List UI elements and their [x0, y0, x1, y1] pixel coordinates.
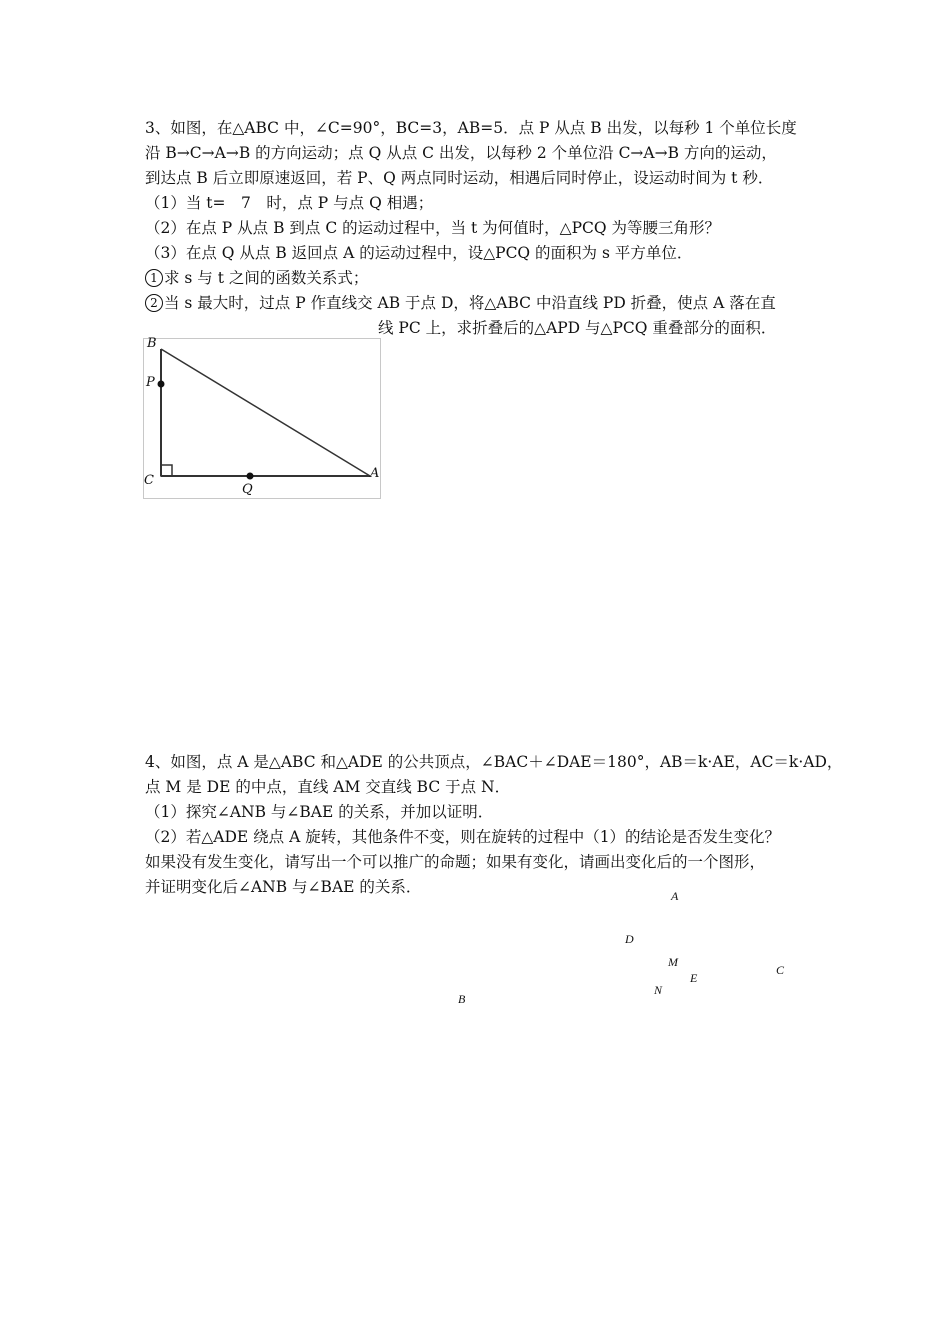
- p4-line-1: 4、如图，点 A 是△ABC 和△ADE 的公共顶点，∠BAC＋∠DAE＝180°，AB＝k·AE，AC＝k·AD，: [145, 753, 843, 771]
- label-c: C: [144, 473, 154, 488]
- label-p: P: [146, 375, 155, 390]
- p4-question-2-line-3: 并证明变化后∠ANB 与∠BAE 的关系．: [145, 878, 422, 896]
- circled-number-1: 1: [145, 269, 163, 287]
- p4-label-b: B: [458, 992, 466, 1006]
- label-a: A: [370, 466, 380, 481]
- p3-subquestion-1-text: 求 s 与 t 之间的函数关系式；: [164, 269, 369, 287]
- p3-subquestion-2: [145, 293, 776, 313]
- point-p: [158, 381, 165, 388]
- p4-label-n: N: [654, 983, 663, 997]
- p4-question-2-line-2: 如果没有发生变化，请写出一个可以推广的命题；如果有变化，请画出变化后的一个图形，: [145, 853, 766, 871]
- p3-question-1: （1）当 t= 7 时，点 P 与点 Q 相遇；: [145, 194, 434, 212]
- p4-question-2: （2）若△ADE 绕点 A 旋转，其他条件不变，则在旋转的过程中（1）的结论是否发生变化？: [145, 828, 781, 846]
- side-ab: [161, 349, 370, 476]
- p3-subquestion-1: [145, 268, 368, 288]
- label-b: B: [147, 336, 157, 351]
- p4-label-m: M: [668, 955, 678, 969]
- right-angle-mark: [161, 465, 172, 476]
- point-q: [247, 473, 254, 480]
- p4-label-d: D: [625, 932, 634, 946]
- p3-subquestion-2-text: 当 s 最大时，过点 P 作直线交 AB 于点 D，将△ABC 中沿直线 PD 折叠，使点 A 落在直: [164, 294, 776, 312]
- p3-question-2: （2）在点 P 从点 B 到点 C 的运动过程中，当 t 为何值时，△PCQ 为等腰三角形？: [145, 219, 721, 237]
- p3-subquestion-2-continued: 线 PC 上，求折叠后的△APD 与△PCQ 重叠部分的面积．: [378, 319, 777, 337]
- triangle-figure: [143, 338, 381, 499]
- p3-line-3: 到达点 B 后立即原速返回，若 P、Q 两点同时运动，相遇后同时停止，设运动时间为 t 秒．: [145, 169, 774, 187]
- p4-label-e: E: [690, 971, 698, 985]
- p4-question-1: （1）探究∠ANB 与∠BAE 的关系，并加以证明．: [145, 803, 494, 821]
- triangle-diagram: [144, 339, 380, 498]
- p4-label-a: A: [671, 889, 679, 903]
- p4-line-2: 点 M 是 DE 的中点，直线 AM 交直线 BC 于点 N．: [145, 778, 511, 796]
- label-q: Q: [242, 482, 253, 497]
- circled-number-2: 2: [145, 294, 163, 312]
- p3-line-2: 沿 B→C→A→B 的方向运动；点 Q 从点 C 出发，以每秒 2 个单位沿 C→A→B 方向的运动，: [145, 144, 777, 162]
- p3-question-3: （3）在点 Q 从点 B 返回点 A 的运动过程中，设△PCQ 的面积为 s 平方单位．: [145, 244, 693, 262]
- p4-label-c: C: [776, 963, 785, 977]
- p3-line-1: 3、如图，在△ABC 中，∠C=90°，BC=3，AB=5．点 P 从点 B 出发，以每秒 1 个单位长度: [145, 119, 797, 137]
